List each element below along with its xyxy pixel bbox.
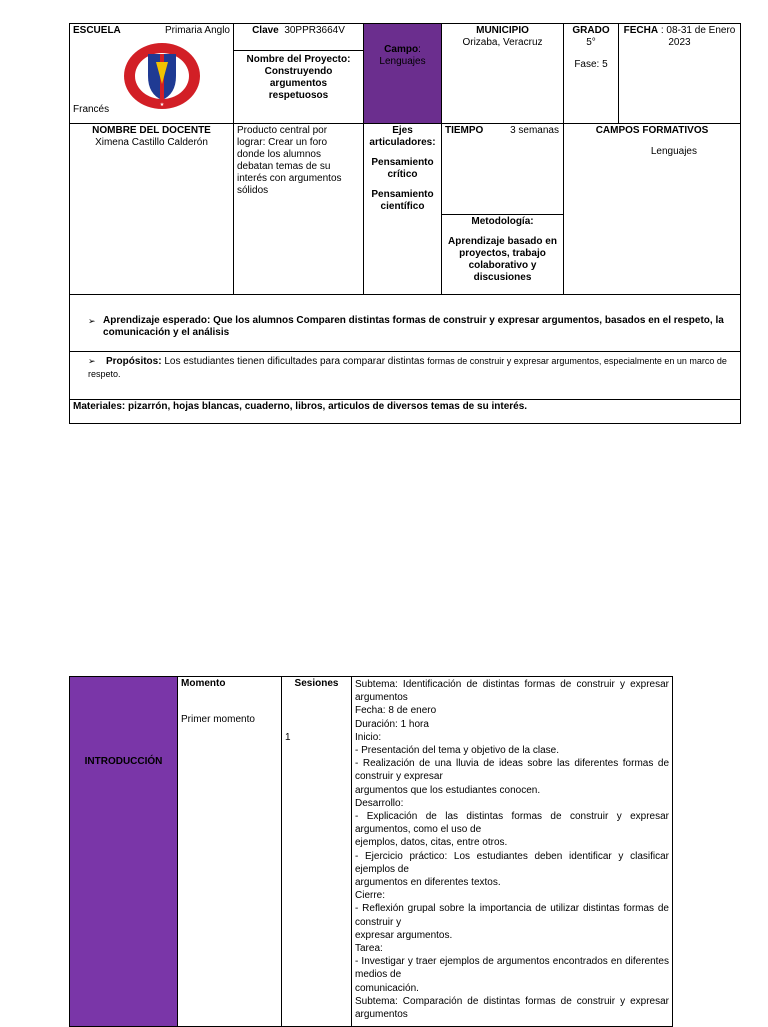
eje-2: Pensamiento científico <box>371 189 434 212</box>
escuela-label: ESCUELA <box>73 25 121 36</box>
sesiones-cell <box>282 677 352 1027</box>
fecha-cell <box>619 24 741 124</box>
propositos-label: Propósitos: <box>106 356 162 367</box>
proyecto-value: Construyendo argumentos respetuosos <box>264 66 333 101</box>
campo-colon: : <box>418 44 421 55</box>
municipio-value: Orizaba, Veracruz <box>462 37 543 48</box>
campos-formativos-cell <box>564 124 741 295</box>
contenido-line: expresar argumentos. <box>355 929 453 941</box>
escuela-cell <box>70 24 234 124</box>
docente-cell <box>70 124 234 295</box>
school-crest-icon <box>118 40 206 110</box>
fecha-value: : 08-31 de Enero 2023 <box>658 25 736 48</box>
momento-cell <box>178 677 282 1027</box>
contenido-line: Inicio: <box>355 731 382 743</box>
contenido-line: - Realización de una lluvia de ideas sobre las diferentes formas de construir y expresar <box>355 758 669 783</box>
aprendizaje-cell <box>70 295 741 352</box>
contenido-line: Duración: 1 hora <box>355 718 429 730</box>
escuela-value-2: Francés <box>73 104 110 115</box>
municipio-cell <box>442 24 564 124</box>
fecha-label: FECHA <box>623 25 659 36</box>
contenido-line: - Reflexión grupal sobre la importancia de utilizar distintas formas de construir y <box>355 903 669 928</box>
propositos-text-a: Los estudiantes tienen dificultades para comparar distintas <box>161 356 428 367</box>
materiales-text: Materiales: pizarrón, hojas blancas, cuaderno, libros, articulos de diversos temas de su interés. <box>73 401 528 412</box>
contenido-line: Cierre: <box>355 890 386 902</box>
grado-label: GRADO <box>572 25 610 36</box>
campos-label: CAMPOS FORMATIVOS <box>595 125 709 136</box>
tiempo-label: TIEMPO <box>445 125 484 136</box>
tiempo-metodologia-cell <box>442 124 564 295</box>
bullet-arrow-icon: ➢ <box>88 316 96 326</box>
contenido-line: comunicación. <box>355 982 419 994</box>
sesiones-label: Sesiones <box>294 678 339 689</box>
crest-lettering: ★ <box>159 102 165 108</box>
campo-label: Campo <box>384 44 419 55</box>
sesion-value: 1 <box>285 732 291 743</box>
contenido-line: - Presentación del tema y objetivo de la clase. <box>355 745 559 757</box>
sequence-table <box>69 676 673 1027</box>
metodologia-label: Metodología: <box>471 216 534 227</box>
municipio-label: MUNICIPIO <box>476 25 529 36</box>
campo-cell <box>364 24 442 124</box>
bullet-arrow-icon: ➢ <box>88 356 96 366</box>
planning-header-table <box>69 23 741 424</box>
contenido-line: - Ejercicio práctico: Los estudiantes deben identificar y clasificar ejemplos de <box>355 850 669 875</box>
clave-label: Clave <box>252 25 279 36</box>
propositos-cell <box>70 352 741 400</box>
ejes-label: Ejes articuladores: <box>369 125 436 148</box>
aprendizaje-text: Aprendizaje esperado: Que los alumnos Comparen distintas formas de construir y expresar argumentos, basados en el respeto, la comunicación y el análisis <box>103 315 724 338</box>
contenido-line: Subtema: Identificación de distintas formas de construir y expresar argumentos <box>355 679 669 704</box>
campo-value: Lenguajes <box>379 56 426 67</box>
momento-label: Momento <box>181 678 226 689</box>
metodologia-value: Aprendizaje basado en proyectos, trabajo colaborativo y discusiones <box>448 236 557 283</box>
proyecto-label: Nombre del Proyecto: <box>246 54 351 65</box>
contenido-line: Tarea: <box>355 943 383 955</box>
fase-label: INTRODUCCIÓN <box>84 756 163 767</box>
docente-value: Ximena Castillo Calderón <box>95 137 208 148</box>
contenido-line: - Explicación de las distintas formas de construir y expresar argumentos, como el uso de <box>355 811 669 836</box>
contenido-line: Desarrollo: <box>355 797 404 809</box>
contenido-line: ejemplos, datos, citas, entre otros. <box>355 837 508 849</box>
contenido-line: argumentos que los estudiantes conocen. <box>355 784 541 796</box>
contenido-line: Fecha: 8 de enero <box>355 705 437 717</box>
propositos-text-b: formas de construir y expresar argumentos, especialmente en un marco de respeto. <box>88 356 727 379</box>
materiales-cell <box>70 400 741 424</box>
contenido-line: Subtema: Comparación de distintas formas de construir y expresar argumentos <box>355 995 669 1021</box>
grado-value: 5° <box>586 37 596 48</box>
ejes-cell <box>364 124 442 295</box>
fase-value: Fase: 5 <box>574 59 608 70</box>
producto-cell <box>234 124 364 295</box>
escuela-value: Primaria Anglo <box>164 25 230 36</box>
grado-cell <box>564 24 619 124</box>
fase-introduccion-cell <box>70 677 178 1027</box>
clave-value: 30PPR3664V <box>284 25 345 36</box>
contenido-cell <box>352 677 673 1027</box>
contenido-line: - Investigar y traer ejemplos de argumentos encontrados en diferentes medios de <box>355 956 669 981</box>
tiempo-value: 3 semanas <box>510 125 559 136</box>
campos-value: Lenguajes <box>650 146 697 157</box>
momento-value: Primer momento <box>181 714 255 725</box>
eje-1: Pensamiento crítico <box>371 157 434 180</box>
docente-label: NOMBRE DEL DOCENTE <box>92 125 211 136</box>
contenido-line: argumentos en diferentes textos. <box>355 877 501 889</box>
clave-cell <box>234 24 364 124</box>
producto-text: Producto central por lograr: Crear un foro donde los alumnos debatan temas de su interés con argumentos sólidos <box>237 125 342 196</box>
